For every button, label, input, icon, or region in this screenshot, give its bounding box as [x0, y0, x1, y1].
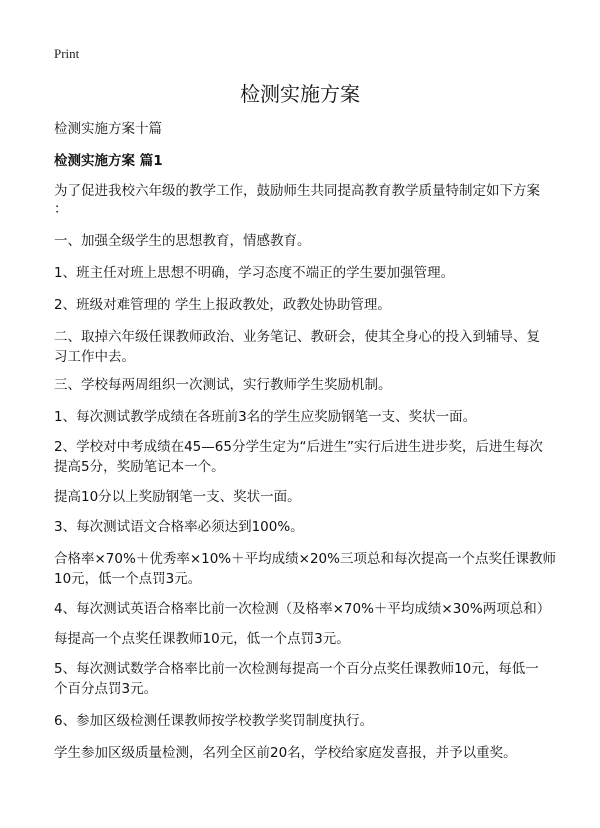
paragraph-line: 提高5分，奖励笔记本一个。 — [54, 459, 225, 475]
section-heading: 检测实施方案 篇1 — [54, 153, 163, 169]
document-subtitle: 检测实施方案十篇 — [54, 121, 162, 137]
document-title: 检测实施方案 — [240, 82, 360, 106]
print-link[interactable]: Print — [54, 46, 80, 61]
paragraph-line: 6、参加区级检测任课教师按学校教学奖罚制度执行。 — [54, 713, 374, 729]
paragraph-line: ： — [54, 201, 68, 217]
paragraph-line: 5、每次测试数学合格率比前一次检测每提高一个百分点奖任课教师10元，每低一 — [54, 661, 539, 677]
paragraph-line: 2、班级对难管理的 学生上报政教处，政教处协助管理。 — [54, 297, 391, 313]
paragraph-line: 为了促进我校六年级的教学工作，鼓励师生共同提高教育教学质量特制定如下方案 — [54, 183, 540, 199]
paragraph-line: 二、取掉六年级任课教师政治、业务笔记、教研会，使其全身心的投入到辅导、复 — [54, 329, 540, 345]
paragraph-line: 4、每次测试英语合格率比前一次检测（及格率×70%＋平均成绩×30%两项总和） — [54, 601, 551, 617]
paragraph-line: 一、加强全级学生的思想教育，情感教育。 — [54, 233, 311, 249]
paragraph-line: 3、每次测试语文合格率必须达到100%。 — [54, 519, 304, 535]
paragraph-line: 提高10分以上奖励钢笔一支、奖状一面。 — [54, 489, 301, 505]
paragraph-line: 1、每次测试教学成绩在各班前3名的学生应奖励钢笔一支、奖状一面。 — [54, 409, 477, 425]
paragraph-line: 个百分点罚3元。 — [54, 681, 158, 697]
paragraph-line: 习工作中去。 — [54, 349, 135, 365]
paragraph-line: 三、学校每两周组织一次测试，实行教师学生奖励机制。 — [54, 377, 392, 393]
paragraph-line: 1、班主任对班上思想不明确，学习态度不端正的学生要加强管理。 — [54, 265, 455, 281]
paragraph-line: 2、学校对中考成绩在45—65分学生定为“后进生”实行后进生进步奖，后进生每次 — [54, 439, 543, 455]
paragraph-line: 每提高一个点奖任课教师10元，低一个点罚3元。 — [54, 631, 350, 647]
paragraph-line: 10元，低一个点罚3元。 — [54, 571, 202, 587]
paragraph-line: 学生参加区级质量检测，名列全区前20名，学校给家庭发喜报，并予以重奖。 — [54, 745, 517, 761]
paragraph-line: 合格率×70%＋优秀率×10%＋平均成绩×20%三项总和每次提高一个点奖任课教师 — [54, 551, 556, 567]
